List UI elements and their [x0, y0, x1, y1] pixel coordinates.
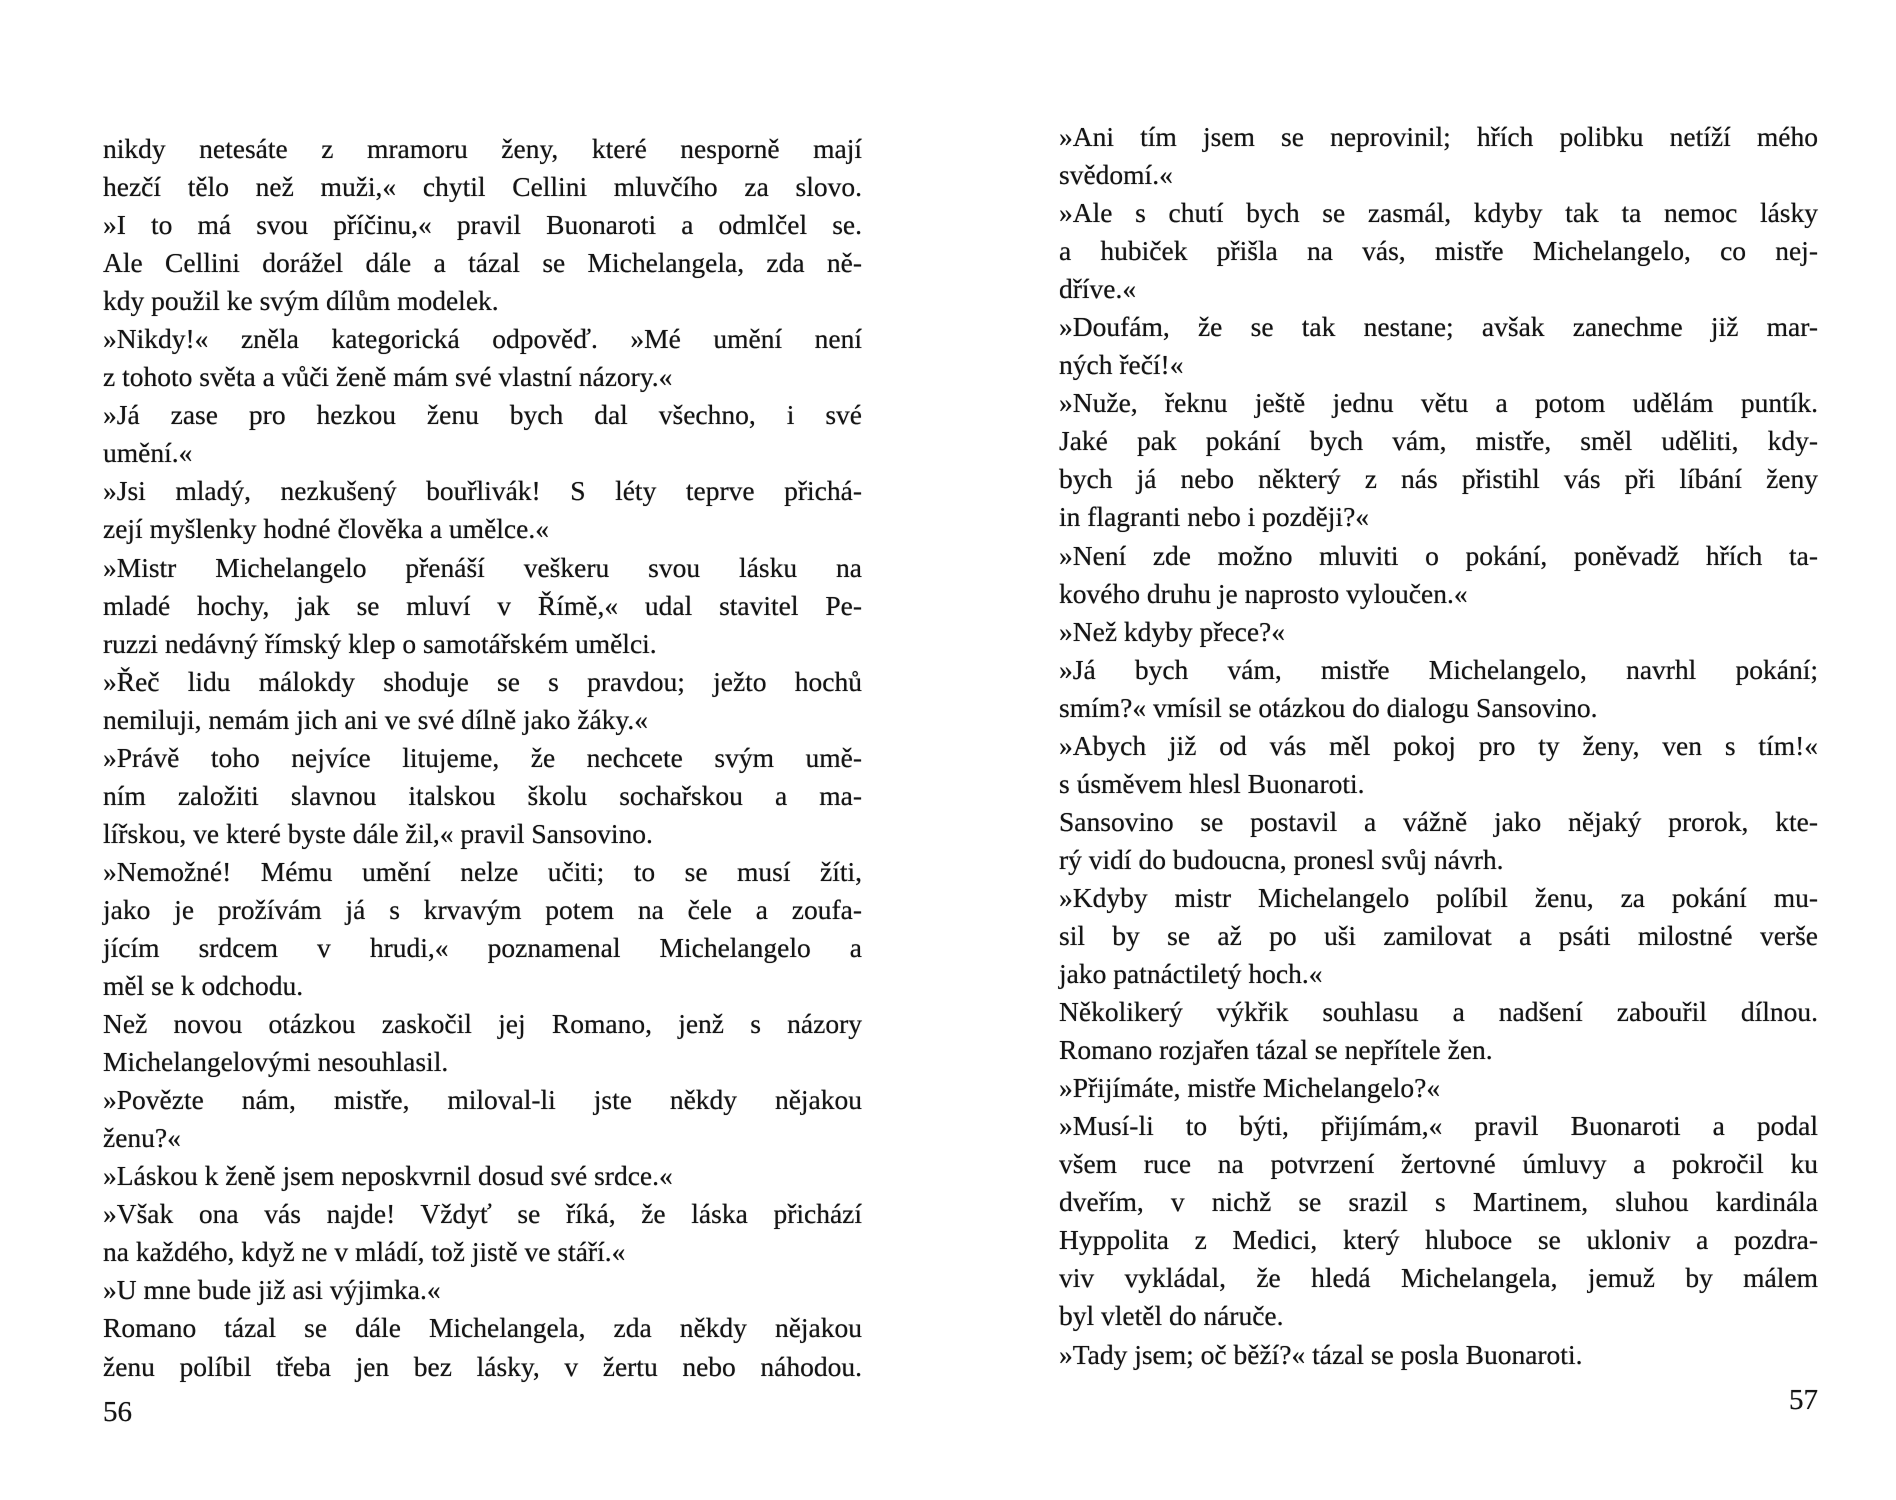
text-line: nikdy netesáte z mramoru ženy, které nesporně mají	[103, 133, 862, 164]
text-line: jícím srdcem v hrudi,« poznamenal Michelangelo a	[103, 931, 862, 963]
left-page-text	[103, 130, 862, 1386]
text-line: Romano tázal se dále Michelangela, zda někdy nějakou	[103, 1312, 862, 1344]
text-line: lířskou, ve které byste dále žil,« pravil Sansovino.	[103, 817, 653, 849]
page-number-right: 57	[1789, 1384, 1818, 1416]
text-line: »Musí-li to býti, přijímám,« pravil Buonaroti a podal	[1059, 1110, 1818, 1142]
text-line: »Přijímáte, mistře Michelangelo?«	[1059, 1072, 1441, 1104]
text-line: »Já bych vám, mistře Michelangelo, navrhl pokání;	[1059, 653, 1818, 685]
text-line: na každého, když ne v mládí, tož jistě ve stáří.«	[103, 1236, 626, 1268]
text-line: Sansovino se postavil a vážně jako nějaký prorok, kte-	[1059, 805, 1818, 837]
text-line: mladé hochy, jak se mluví v Římě,« udal stavitel Pe-	[103, 589, 862, 621]
text-line: »U mne bude již asi výjimka.«	[103, 1274, 441, 1306]
text-line: dveřím, v nichž se srazil s Martinem, sluhou kardinála	[1059, 1186, 1818, 1218]
text-line: ruzzi nedávný římský klep o samotářském umělci.	[103, 627, 657, 659]
text-line: »Nikdy!« zněla kategorická odpověď. »Mé umění není	[103, 323, 862, 355]
text-line: všem ruce na potvrzení žertovné úmluvy a pokročil ku	[1059, 1148, 1818, 1180]
right-page-text	[1059, 118, 1818, 1374]
text-line: s úsměvem hlesl Buonaroti.	[1059, 767, 1365, 799]
text-line: ženu?«	[103, 1122, 181, 1154]
text-line: Ale Cellini dorážel dále a tázal se Michelangela, zda ně-	[103, 247, 862, 279]
text-line: Hyppolita z Medici, který hluboce se ukloniv a pozdra-	[1059, 1224, 1818, 1256]
text-line: z tohoto světa a vůči ženě mám své vlastní názory.«	[103, 361, 673, 393]
text-line: a hubiček přišla na vás, mistře Michelangelo, co nej-	[1059, 235, 1818, 267]
text-line: »Doufám, že se tak nestane; avšak zanechme již mar-	[1059, 311, 1818, 343]
text-line: »Tady jsem; oč běží?« tázal se posla Buonaroti.	[1059, 1338, 1583, 1370]
text-line: »Není zde možno mluviti o pokání, poněvadž hřích ta-	[1059, 539, 1818, 571]
text-line: bych já nebo některý z nás přistihl vás při líbání ženy	[1059, 463, 1818, 495]
text-line: in flagranti nebo i později?«	[1059, 501, 1370, 533]
text-line: jako patnáctiletý hoch.«	[1059, 958, 1323, 990]
text-line: Jaké pak pokání bych vám, mistře, směl uděliti, kdy-	[1059, 425, 1818, 457]
text-line: umění.«	[103, 437, 193, 469]
text-line: »Láskou k ženě jsem neposkvrnil dosud své srdce.«	[103, 1160, 673, 1192]
text-line: »Však ona vás najde! Vždyť se říká, že láska přichází	[103, 1198, 862, 1230]
text-line: ženu políbil třeba jen bez lásky, v žertu nebo náhodou.	[103, 1350, 862, 1382]
text-line: Michelangelovými nesouhlasil.	[103, 1046, 449, 1078]
text-line: ných řečí!«	[1059, 349, 1184, 381]
text-line: »Abych již od vás měl pokoj pro ty ženy, ven s tím!«	[1059, 729, 1818, 761]
text-line: Několikerý výkřik souhlasu a nadšení zabouřil dílnou.	[1059, 996, 1818, 1028]
text-line: »Ani tím jsem se neprovinil; hřích polibku netíží mého	[1059, 121, 1818, 152]
text-line: smím?« vmísil se otázkou do dialogu Sansovino.	[1059, 691, 1598, 723]
text-line: kového druhu je naprosto vyloučen.«	[1059, 577, 1468, 609]
text-line: Romano rozjařen tázal se nepřítele žen.	[1059, 1034, 1493, 1066]
text-line: »Právě toho nejvíce litujeme, že nechcete svým umě-	[103, 741, 862, 773]
text-line: hezčí tělo než muži,« chytil Cellini mluvčího za slovo.	[103, 171, 862, 203]
text-line: »Ale s chutí bych se zasmál, kdyby tak ta nemoc lásky	[1059, 197, 1818, 229]
text-line: jako je prožívám já s krvavým potem na čele a zoufa-	[103, 893, 862, 925]
text-line: byl vletěl do náruče.	[1059, 1300, 1284, 1332]
text-line: měl se k odchodu.	[103, 970, 304, 1002]
text-line: sil by se až po uši zamilovat a psáti milostné verše	[1059, 919, 1818, 951]
text-line: zejí myšlenky hodné člověka a umělce.«	[103, 513, 549, 545]
text-line: nemiluji, nemám jich ani ve své dílně jako žáky.«	[103, 703, 649, 735]
text-line: »Řeč lidu málokdy shoduje se s pravdou; ježto hochů	[103, 665, 862, 697]
text-line: »Nuže, řeknu ještě jednu větu a potom udělám puntík.	[1059, 387, 1818, 419]
text-line: dříve.«	[1059, 273, 1137, 305]
text-line: ním založiti slavnou italskou školu sochařskou a ma-	[103, 779, 862, 811]
text-line: kdy použil ke svým dílům modelek.	[103, 285, 499, 317]
text-line: »Jsi mladý, nezkušený bouřlivák! S léty teprve přichá-	[103, 475, 862, 507]
text-line: »Nemožné! Mému umění nelze učiti; to se musí žíti,	[103, 855, 862, 887]
text-line: »I to má svou příčinu,« pravil Buonaroti a odmlčel se.	[103, 209, 862, 241]
text-line: »Kdyby mistr Michelangelo políbil ženu, za pokání mu-	[1059, 881, 1818, 913]
text-line: svědomí.«	[1059, 159, 1173, 191]
text-line: »Já zase pro hezkou ženu bych dal všechno, i své	[103, 399, 862, 431]
text-line: viv vykládal, že hledá Michelangela, jemuž by málem	[1059, 1262, 1818, 1294]
text-line: rý vidí do budoucna, pronesl svůj návrh.	[1059, 843, 1504, 875]
text-line: »Mistr Michelangelo přenáší veškeru svou lásku na	[103, 551, 862, 583]
page-number-left: 56	[103, 1396, 132, 1428]
text-line: »Povězte nám, mistře, miloval-li jste někdy nějakou	[103, 1084, 862, 1116]
text-line: Než novou otázkou zaskočil jej Romano, jenž s názory	[103, 1008, 862, 1040]
text-line: »Než kdyby přece?«	[1059, 615, 1286, 647]
